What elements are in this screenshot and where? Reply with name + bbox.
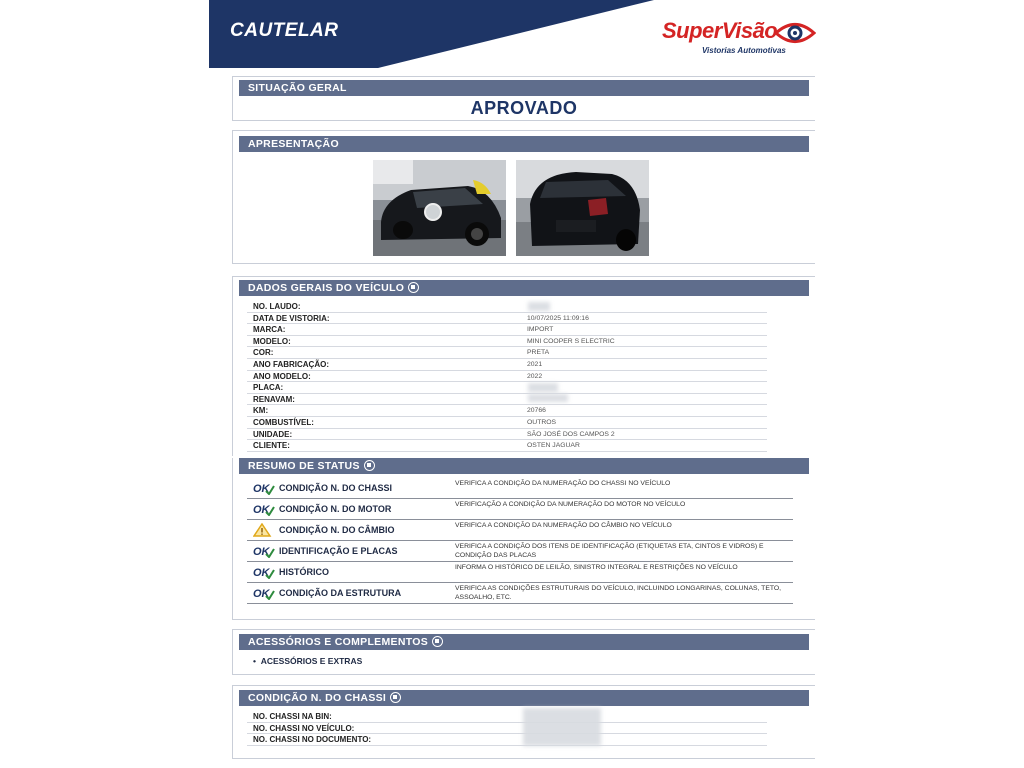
page-title: CAUTELAR [230,20,339,41]
ok-icon [253,502,275,516]
ok-icon [253,481,275,495]
data-row: UNIDADE: SÃO JOSÉ DOS CAMPOS 2 [247,429,767,441]
redaction-blur [528,302,550,311]
data-row: NO. CHASSI NO DOCUMENTO: [247,734,767,746]
section-apresentacao [232,130,815,264]
status-row: OK CONDIÇÃO N. DO CHASSI VERIFICA A CONDIÇÃO DA NUMERAÇÃO DO CHASSI NO VEÍCULO [247,478,793,499]
svg-text:OK: OK [253,504,270,516]
redaction-blur [528,383,558,392]
magnifier-icon [390,692,401,703]
data-row: NO. CHASSI NO VEÍCULO: [247,723,767,735]
magnifier-icon [408,282,419,293]
status-row: OK CONDIÇÃO N. DO MOTOR VERIFICAÇÃO A CONDIÇÃO DA NUMERAÇÃO DO MOTOR NO VEÍCULO [247,499,793,520]
data-row: DATA DE VISTORIA: 10/07/2025 11:09:16 [247,313,767,325]
status-row: CONDIÇÃO N. DO CÂMBIO VERIFICA A CONDIÇÃO DA NUMERAÇÃO DO CÂMBIO NO VEÍCULO [247,520,793,541]
section-resumo-status [232,458,815,620]
ok-icon [253,586,275,600]
section-dados-gerais [232,276,815,456]
status-row: OK HISTÓRICO INFORMA O HISTÓRICO DE LEILÃO, SINISTRO INTEGRAL E RESTRIÇÕES NO VEÍCULO [247,562,793,583]
section-acessorios [232,629,815,675]
section-header: CONDIÇÃO N. DO CHASSI [239,690,809,706]
redaction-blur [523,708,601,746]
data-row: ANO FABRICAÇÃO: 2021 [247,359,767,371]
magnifier-icon [432,636,443,647]
data-row: RENAVAM: [247,394,767,406]
data-row: PLACA: [247,382,767,394]
data-row: ANO MODELO: 2022 [247,371,767,383]
logo-brand: SuperVisão [662,18,778,43]
data-row: KM: 20766 [247,405,767,417]
svg-text:OK: OK [253,567,270,579]
section-header: RESUMO DE STATUS [239,458,809,474]
svg-text:OK: OK [253,588,270,600]
magnifier-icon [364,460,375,471]
vehicle-photo-front[interactable] [373,160,506,256]
data-row: MODELO: MINI COOPER S ELECTRIC [247,336,767,348]
data-row: NO. LAUDO: [247,301,767,313]
section-header: DADOS GERAIS DO VEÍCULO [239,280,809,296]
logo-eye-icon [774,20,816,46]
status-row: OK CONDIÇÃO DA ESTRUTURA VERIFICA AS CONDIÇÕES ESTRUTURAIS DO VEÍCULO, INCLUINDO LONGARINAS, COLUNAS, TETO, ASSOALHO, ETC. [247,583,793,604]
data-row: NO. CHASSI NA BIN: [247,711,767,723]
logo-subtitle: Vistorias Automotivas [702,46,786,55]
status-row: OK IDENTIFICAÇÃO E PLACAS VERIFICA A CONDIÇÃO DOS ITENS DE IDENTIFICAÇÃO (ETIQUETAS ETA, CINTOS E VIDROS) E CONDIÇÃO DAS PLACAS [247,541,793,562]
svg-text:OK: OK [253,483,270,495]
data-row: MARCA: IMPORT [247,324,767,336]
company-logo [662,18,822,60]
section-header: ACESSÓRIOS E COMPLEMENTOS [239,634,809,650]
vehicle-photo-rear[interactable] [516,160,649,256]
redaction-blur [528,394,568,402]
warning-icon [253,523,275,537]
ok-icon [253,544,275,558]
section-header: SITUAÇÃO GERAL [239,80,809,96]
data-row: COMBUSTÍVEL: OUTROS [247,417,767,429]
svg-text:OK: OK [253,546,270,558]
status-result: APROVADO [470,98,578,118]
data-row: COR: PRETA [247,347,767,359]
data-row: CLIENTE: OSTEN JAGUAR [247,440,767,452]
section-situacao-geral [232,76,815,121]
list-item: • ACESSÓRIOS E EXTRAS [253,656,363,666]
section-chassi [232,685,815,759]
section-header: APRESENTAÇÃO [239,136,809,152]
ok-icon [253,565,275,579]
